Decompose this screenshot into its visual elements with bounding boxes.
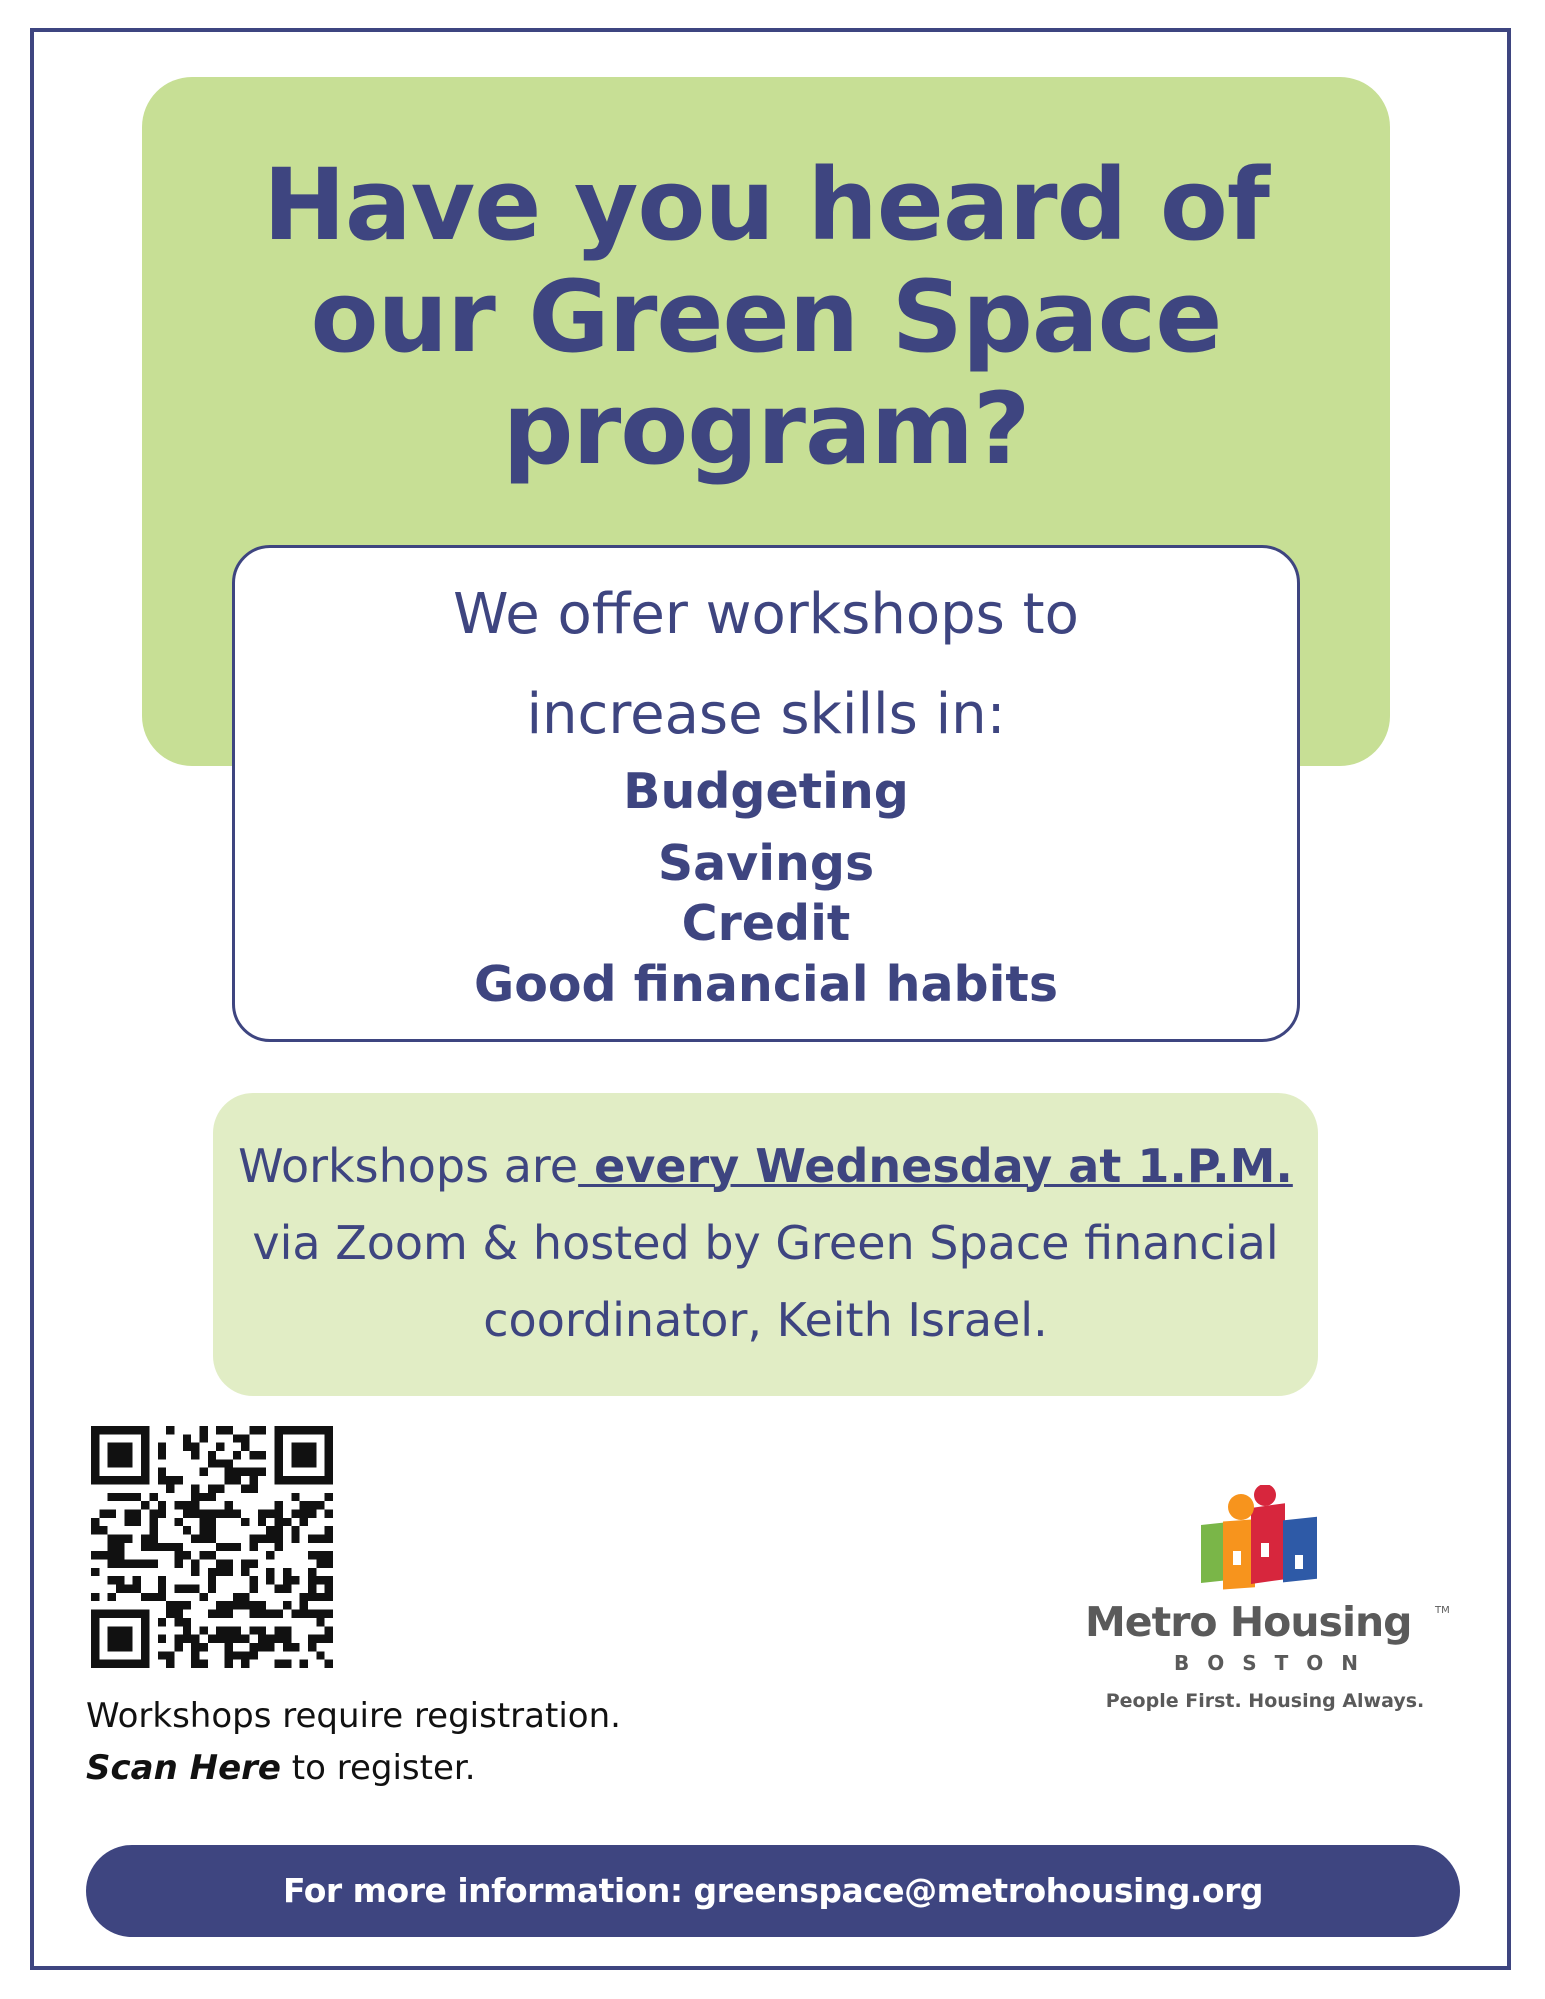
skill-item-good-financial-habits: Good financial habits: [473, 956, 1058, 1013]
skill-item-savings: Savings: [657, 835, 875, 892]
skill-item-credit: Credit: [681, 895, 851, 952]
logo-tagline: People First. Housing Always.: [1105, 1690, 1425, 1712]
qr-code-icon[interactable]: [86, 1426, 338, 1668]
schedule-line-3: coordinator, Keith Israel.: [483, 1293, 1048, 1347]
logo-name: Metro Housing: [1085, 1598, 1412, 1646]
schedule-line-1: [213, 1128, 1318, 1205]
registration-note: [86, 1690, 786, 1794]
logo-city: BOSTON: [1173, 1651, 1377, 1675]
contact-banner: [86, 1845, 1460, 1937]
intro-line-1: We offer workshops to: [453, 582, 1079, 647]
logo-trademark: TM: [1435, 1605, 1450, 1616]
registration-line-2: [86, 1742, 786, 1794]
contact-text[interactable]: For more information: greenspace@metrohousing.org: [283, 1871, 1263, 1910]
schedule-prefix: Workshops are: [238, 1139, 579, 1193]
register-text: to register.: [280, 1748, 476, 1788]
schedule-highlight: every Wednesday at 1.P.M.: [578, 1139, 1293, 1193]
title-line-1: Have you heard of: [263, 148, 1269, 263]
intro-line-2: increase skills in:: [526, 682, 1006, 747]
title-line-3: program?: [502, 372, 1030, 487]
registration-line-1: Workshops require registration.: [86, 1696, 621, 1736]
people-houses-logo-icon: [1201, 1485, 1331, 1593]
schedule-line-2: via Zoom & hosted by Green Space financial: [252, 1216, 1279, 1270]
skills-intro: [232, 565, 1300, 765]
schedule-text: [213, 1128, 1318, 1359]
metro-housing-logo: [1075, 1485, 1455, 1725]
title-line-2: our Green Space: [310, 260, 1222, 375]
page-title: [142, 150, 1390, 486]
skill-item-budgeting: Budgeting: [623, 763, 909, 820]
scan-here-text: Scan Here: [86, 1748, 281, 1788]
